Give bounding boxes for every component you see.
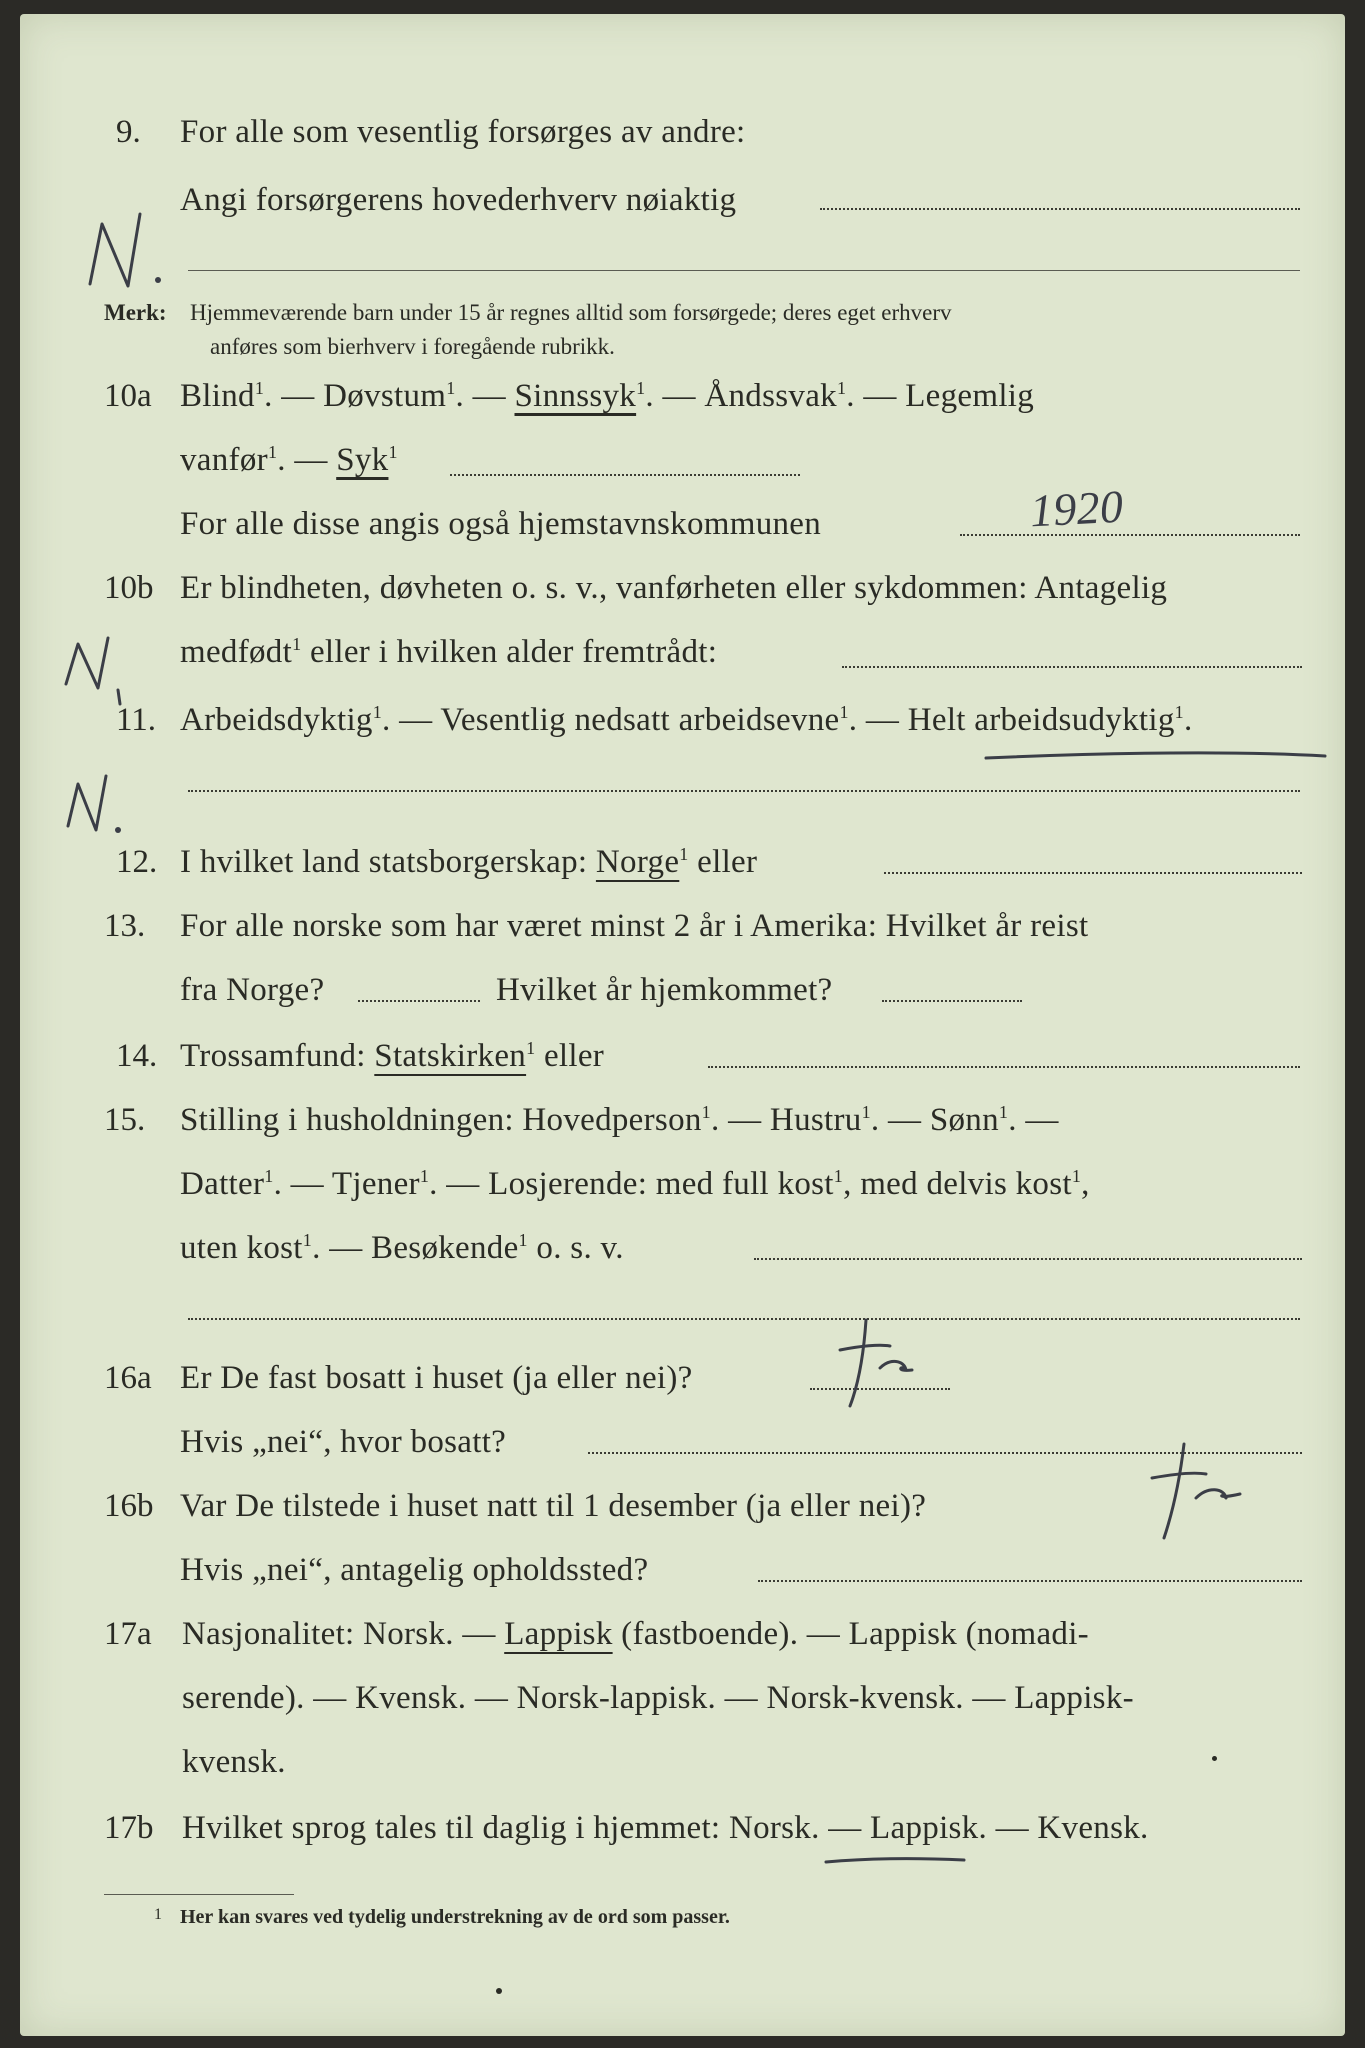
answer-line <box>884 872 1302 874</box>
answer-line <box>758 1580 1302 1582</box>
question-number: 11. <box>116 702 157 738</box>
footnote-text: Her kan svares ved tydelig understrekning av de ord som passer. <box>180 1906 730 1928</box>
answer-line <box>960 534 1300 536</box>
question-text: For alle disse angis også hjemstavnskommunen <box>180 506 822 542</box>
question-text: I hvilket land statsborgerskap: Norge$^1$ eller <box>180 844 758 880</box>
handwritten-answer-n <box>60 764 140 844</box>
question-number: 10a <box>104 378 152 414</box>
answer-line <box>358 1000 480 1002</box>
footnote-mark: 1 <box>154 1906 162 1923</box>
question-text: Datter$^1$. — Tjener$^1$. — Losjerende: med full kost$^1$, med delvis kost$^1$, <box>180 1166 1090 1202</box>
question-number: 15. <box>104 1102 146 1138</box>
underlined-option: Norsk <box>728 1810 812 1846</box>
question-text: Er blindheten, døvheten o. s. v., vanførheten eller sykdommen: Antagelig <box>180 570 1168 606</box>
question-text: medfødt$^1$ eller i hvilken alder fremtrådt: <box>180 634 718 670</box>
question-text: For alle norske som har været minst 2 år i Amerika: Hvilket år reist <box>180 908 1089 944</box>
handwritten-answer-ja <box>820 1310 930 1420</box>
question-number: 9. <box>116 114 141 150</box>
handwritten-answer-n <box>58 624 138 714</box>
answer-line <box>754 1258 1302 1260</box>
answer-line <box>450 474 800 476</box>
handwritten-answer-n <box>80 204 180 304</box>
question-text: Nasjonalitet: Norsk. — Lappisk (fastboende). — Lappisk (nomadi- <box>182 1616 1089 1652</box>
answer-line <box>188 1318 1300 1320</box>
underlined-option: Sinnssyk <box>514 378 637 414</box>
question-text: Trossamfund: Statskirken$^1$ eller <box>180 1038 605 1074</box>
question-text: fra Norge? <box>180 972 325 1008</box>
question-text: Var De tilstede i huset natt til 1 desember (ja eller nei)? <box>180 1488 927 1524</box>
note-text: Hjemmeværende barn under 15 år regnes alltid som forsørgede; deres eget erhverv <box>190 300 952 325</box>
answer-line <box>708 1066 1300 1068</box>
question-text: Hvilket år hjemkommet? <box>496 972 833 1008</box>
question-number: 12. <box>116 844 158 880</box>
question-text: Er De fast bosatt i huset (ja eller nei)? <box>180 1360 693 1396</box>
question-text: Hvis „nei“, antagelig opholdssted? <box>180 1552 649 1588</box>
ink-dot <box>496 1988 502 1994</box>
question-number: 10b <box>104 570 154 606</box>
footnote-rule <box>104 1894 294 1895</box>
answer-underline <box>820 1848 970 1872</box>
question-number: 17a <box>104 1616 152 1652</box>
note-label: Merk: <box>104 300 167 325</box>
question-text: Angi forsørgerens hovederhverv nøiaktig <box>180 182 737 218</box>
underlined-option: Norge <box>595 844 680 880</box>
answer-line <box>810 1388 950 1390</box>
question-number: 14. <box>116 1038 158 1074</box>
question-number: 17b <box>104 1810 154 1846</box>
underlined-option: Lappisk <box>504 1616 613 1652</box>
ink-dot <box>1212 1756 1217 1761</box>
underlined-option: Statskirken <box>374 1038 527 1074</box>
question-text: kvensk. <box>182 1744 286 1780</box>
answer-line <box>842 666 1302 668</box>
question-text: Hvilket sprog tales til daglig i hjemmet: Norsk. — Lappisk. — Kvensk. <box>182 1810 1149 1846</box>
question-text: vanfør$^1$. — Syk$^1$ <box>180 442 398 478</box>
handwritten-year: 1920 <box>1028 480 1125 537</box>
question-text: For alle som vesentlig forsørges av andre: <box>180 114 746 150</box>
note-text: anføres som bierhverv i foregående rubrikk. <box>210 334 615 359</box>
question-text: Arbeidsdyktig$^1$. — Vesentlig nedsatt arbeidsevne$^1$. — Helt arbeidsudyktig$^1$. <box>180 702 1193 738</box>
question-number: 16b <box>104 1488 154 1524</box>
answer-line <box>188 790 1300 792</box>
answer-line <box>188 270 1300 271</box>
question-number: 16a <box>104 1360 152 1396</box>
question-text: uten kost$^1$. — Besøkende$^1$ o. s. v. <box>180 1230 624 1266</box>
question-number: 13. <box>104 908 146 944</box>
question-text: Hvis „nei“, hvor bosatt? <box>180 1424 507 1460</box>
underlined-option: Syk <box>336 442 389 478</box>
answer-line <box>820 208 1300 210</box>
question-text: serende). — Kvensk. — Norsk-lappisk. — Norsk-kvensk. — Lappisk- <box>182 1680 1134 1716</box>
answer-line <box>588 1452 1302 1454</box>
census-form-page <box>20 14 1345 2036</box>
answer-underline <box>980 742 1330 772</box>
answer-line <box>882 1000 1022 1002</box>
question-text: Stilling i husholdningen: Hovedperson$^1$. — Hustru$^1$. — Sønn$^1$. — <box>180 1102 1059 1138</box>
underlined-option: Helt arbeidsudyktig <box>907 702 1175 738</box>
question-text: Blind$^1$. — Døvstum$^1$. — Sinnssyk$^1$. — Åndssvak$^1$. — Legemlig <box>180 378 1035 414</box>
